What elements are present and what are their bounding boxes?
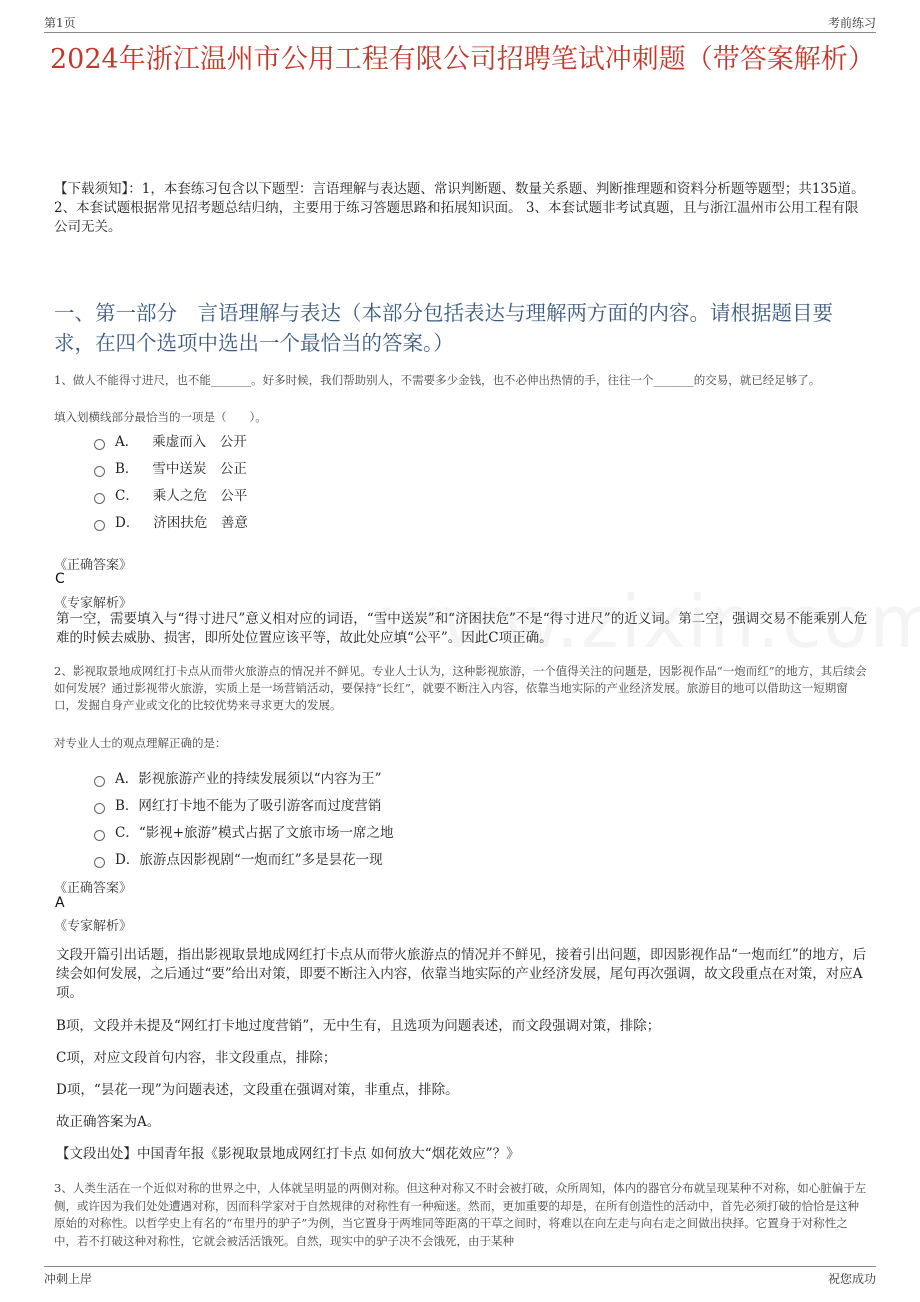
footer-right: 祝您成功 (827, 1272, 876, 1286)
option-letter: B． (115, 797, 139, 814)
option-letter: D． (115, 851, 140, 868)
question-1-options (94, 428, 248, 536)
radio-icon[interactable] (94, 830, 105, 841)
radio-icon[interactable] (94, 520, 105, 531)
answer-value: A (55, 895, 65, 911)
radio-icon[interactable] (94, 857, 105, 868)
analysis-paragraph: 故正确答案为A。 (56, 1114, 161, 1130)
document-title: 2024年浙江温州市公用工程有限公司招聘笔试冲刺题（带答案解析） (50, 44, 875, 75)
option-letter: A． (115, 770, 139, 787)
analysis-paragraph: 文段开篇引出话题，指出影视取景地成网红打卡点从而带火旅游点的情况并不鲜见，接着引出问题，即因影视作品“一炮而红”的地方，后续会如何发展，之后通过“要”给出对策，即要不断注入内容，依靠当地实际的产业经济发展，尾句再次强调，故文段重点在对策，对应A项。 (56, 947, 867, 1001)
analysis-text: 第一空，需要填入与“得寸进尺”意义相对应的词语，“雪中送炭”和“济困扶危”不是“得寸进尺”的近义词。第二空，强调交易不能乘别人危难的时候去威胁、损害，即所处位置应该平等，故此处应填“公平”。因此C项正确。 (56, 611, 868, 646)
option-letter: C． (115, 824, 139, 841)
footer-divider (44, 1266, 876, 1267)
option-text: 雪中送炭 公正 (152, 460, 247, 477)
option-letter: D． (115, 514, 140, 531)
question-1-instruction: 填入划横线部分最恰当的一项是（ ）。 (54, 410, 267, 424)
analysis-label: 《专家解析》 (54, 596, 133, 611)
option-b[interactable] (94, 455, 248, 482)
page-header (44, 12, 876, 30)
source-citation: 【文段出处】中国青年报《影视取景地成网红打卡点 如何放大“烟花效应”？》 (56, 1146, 520, 1162)
option-text: 乘人之危 公平 (152, 487, 248, 504)
option-text: 旅游点因影视剧“一炮而红”多是昙花一现 (139, 851, 383, 868)
page-number: 第1页 (44, 16, 76, 30)
answer-value: C (55, 571, 65, 587)
question-2-stem: 2、影视取景地成网红打卡点从而带火旅游点的情况并不鲜见。专业人士认为，这种影视旅游，一个值得关注的问题是，因影视作品“一炮而红”的地方，其后续会如何发展？通过影视带火旅游，实质上是一场营销活动，要保持“长红”，就要不断注入内容，依靠当地实际的产业经济发展。旅游目的地可以借助这一短期窗口，发掘自身产业或文化的比较优势来寻求更大的发展。 (54, 664, 867, 712)
radio-icon[interactable] (94, 493, 105, 504)
option-b[interactable] (94, 792, 393, 819)
footer-left: 冲刺上岸 (44, 1272, 93, 1286)
radio-icon[interactable] (94, 439, 105, 450)
question-1-stem: 1、做人不能得寸进尺，也不能_______。好多时候，我们帮助别人，不需要多少金钱，也不必伸出热情的手，往往一个_______的交易，就已经足够了。 (54, 373, 821, 387)
option-text: 济困扶危 善意 (153, 514, 248, 531)
question-2-instruction: 对专业人士的观点理解正确的是： (54, 736, 227, 750)
option-letter: C． (115, 487, 139, 504)
option-c[interactable] (94, 819, 393, 846)
option-letter: A． (115, 433, 139, 450)
radio-icon[interactable] (94, 803, 105, 814)
option-text: “影视+旅游”模式占据了文旅市场一席之地 (138, 824, 394, 841)
header-divider (44, 32, 876, 33)
option-d[interactable] (94, 846, 393, 873)
option-text: 乘虚而入 公开 (152, 433, 247, 450)
question-3-stem: 3、人类生活在一个近似对称的世界之中，人体就呈明显的两侧对称。但这种对称又不时会被打破，众所周知，体内的器官分布就呈现某种不对称，如心脏偏于左侧，或许因为我们处处遭遇对称，因而科学家对于自然规律的对称性有一种痴迷。然而，更加重要的却是，在所有创造性的活动中，首先必须打破的恰恰是这种原始的对称性。以哲学史上有名的“布里丹的驴子”为例，当它置身于两堆同等距离的干草之间时，将难以在向左走与向右走之间做出抉择。它置身于对称性之中，若不打破这种对称性，它就会被活活饿死。自然，现实中的驴子决不会饿死，由于某种 (54, 1181, 867, 1248)
header-label: 考前练习 (827, 16, 876, 30)
analysis-paragraph: D项，“昙花一现”为问题表述，文段重在强调对策，非重点，排除。 (56, 1082, 459, 1098)
option-text: 网红打卡地不能为了吸引游客而过度营销 (138, 797, 382, 814)
answer-label: 《正确答案》 (54, 558, 133, 573)
analysis-paragraph: B项，文段并未提及“网红打卡地过度营销”，无中生有，且选项为问题表述，而文段强调对策，排除； (56, 1018, 661, 1034)
analysis-label: 《专家解析》 (54, 919, 133, 934)
analysis-paragraph: C项，对应文段首句内容，非文段重点，排除； (56, 1050, 337, 1066)
option-a[interactable] (94, 765, 393, 792)
option-c[interactable] (94, 482, 248, 509)
option-text: 影视旅游产业的持续发展须以“内容为王” (138, 770, 382, 787)
option-letter: B． (115, 460, 139, 477)
question-2-options (94, 765, 393, 873)
radio-icon[interactable] (94, 776, 105, 787)
option-a[interactable] (94, 428, 248, 455)
download-notice: 【下载须知】：1，本套练习包含以下题型：言语理解与表达题、常识判断题、数量关系题、判断推理题和资料分析题等题型；共135道。 2、本套试题根据常见招考题总结归纳，主要用于练习答题思路和拓展知识面。 3、本套试题非考试真题，且与浙江温州市公用工程有限公司无关。 (54, 181, 865, 235)
option-d[interactable] (94, 509, 248, 536)
answer-label: 《正确答案》 (54, 881, 133, 896)
section-heading: 一、第一部分 言语理解与表达（本部分包括表达与理解两方面的内容。请根据题目要求，在四个选项中选出一个最恰当的答案。） (54, 301, 833, 355)
radio-icon[interactable] (94, 466, 105, 477)
